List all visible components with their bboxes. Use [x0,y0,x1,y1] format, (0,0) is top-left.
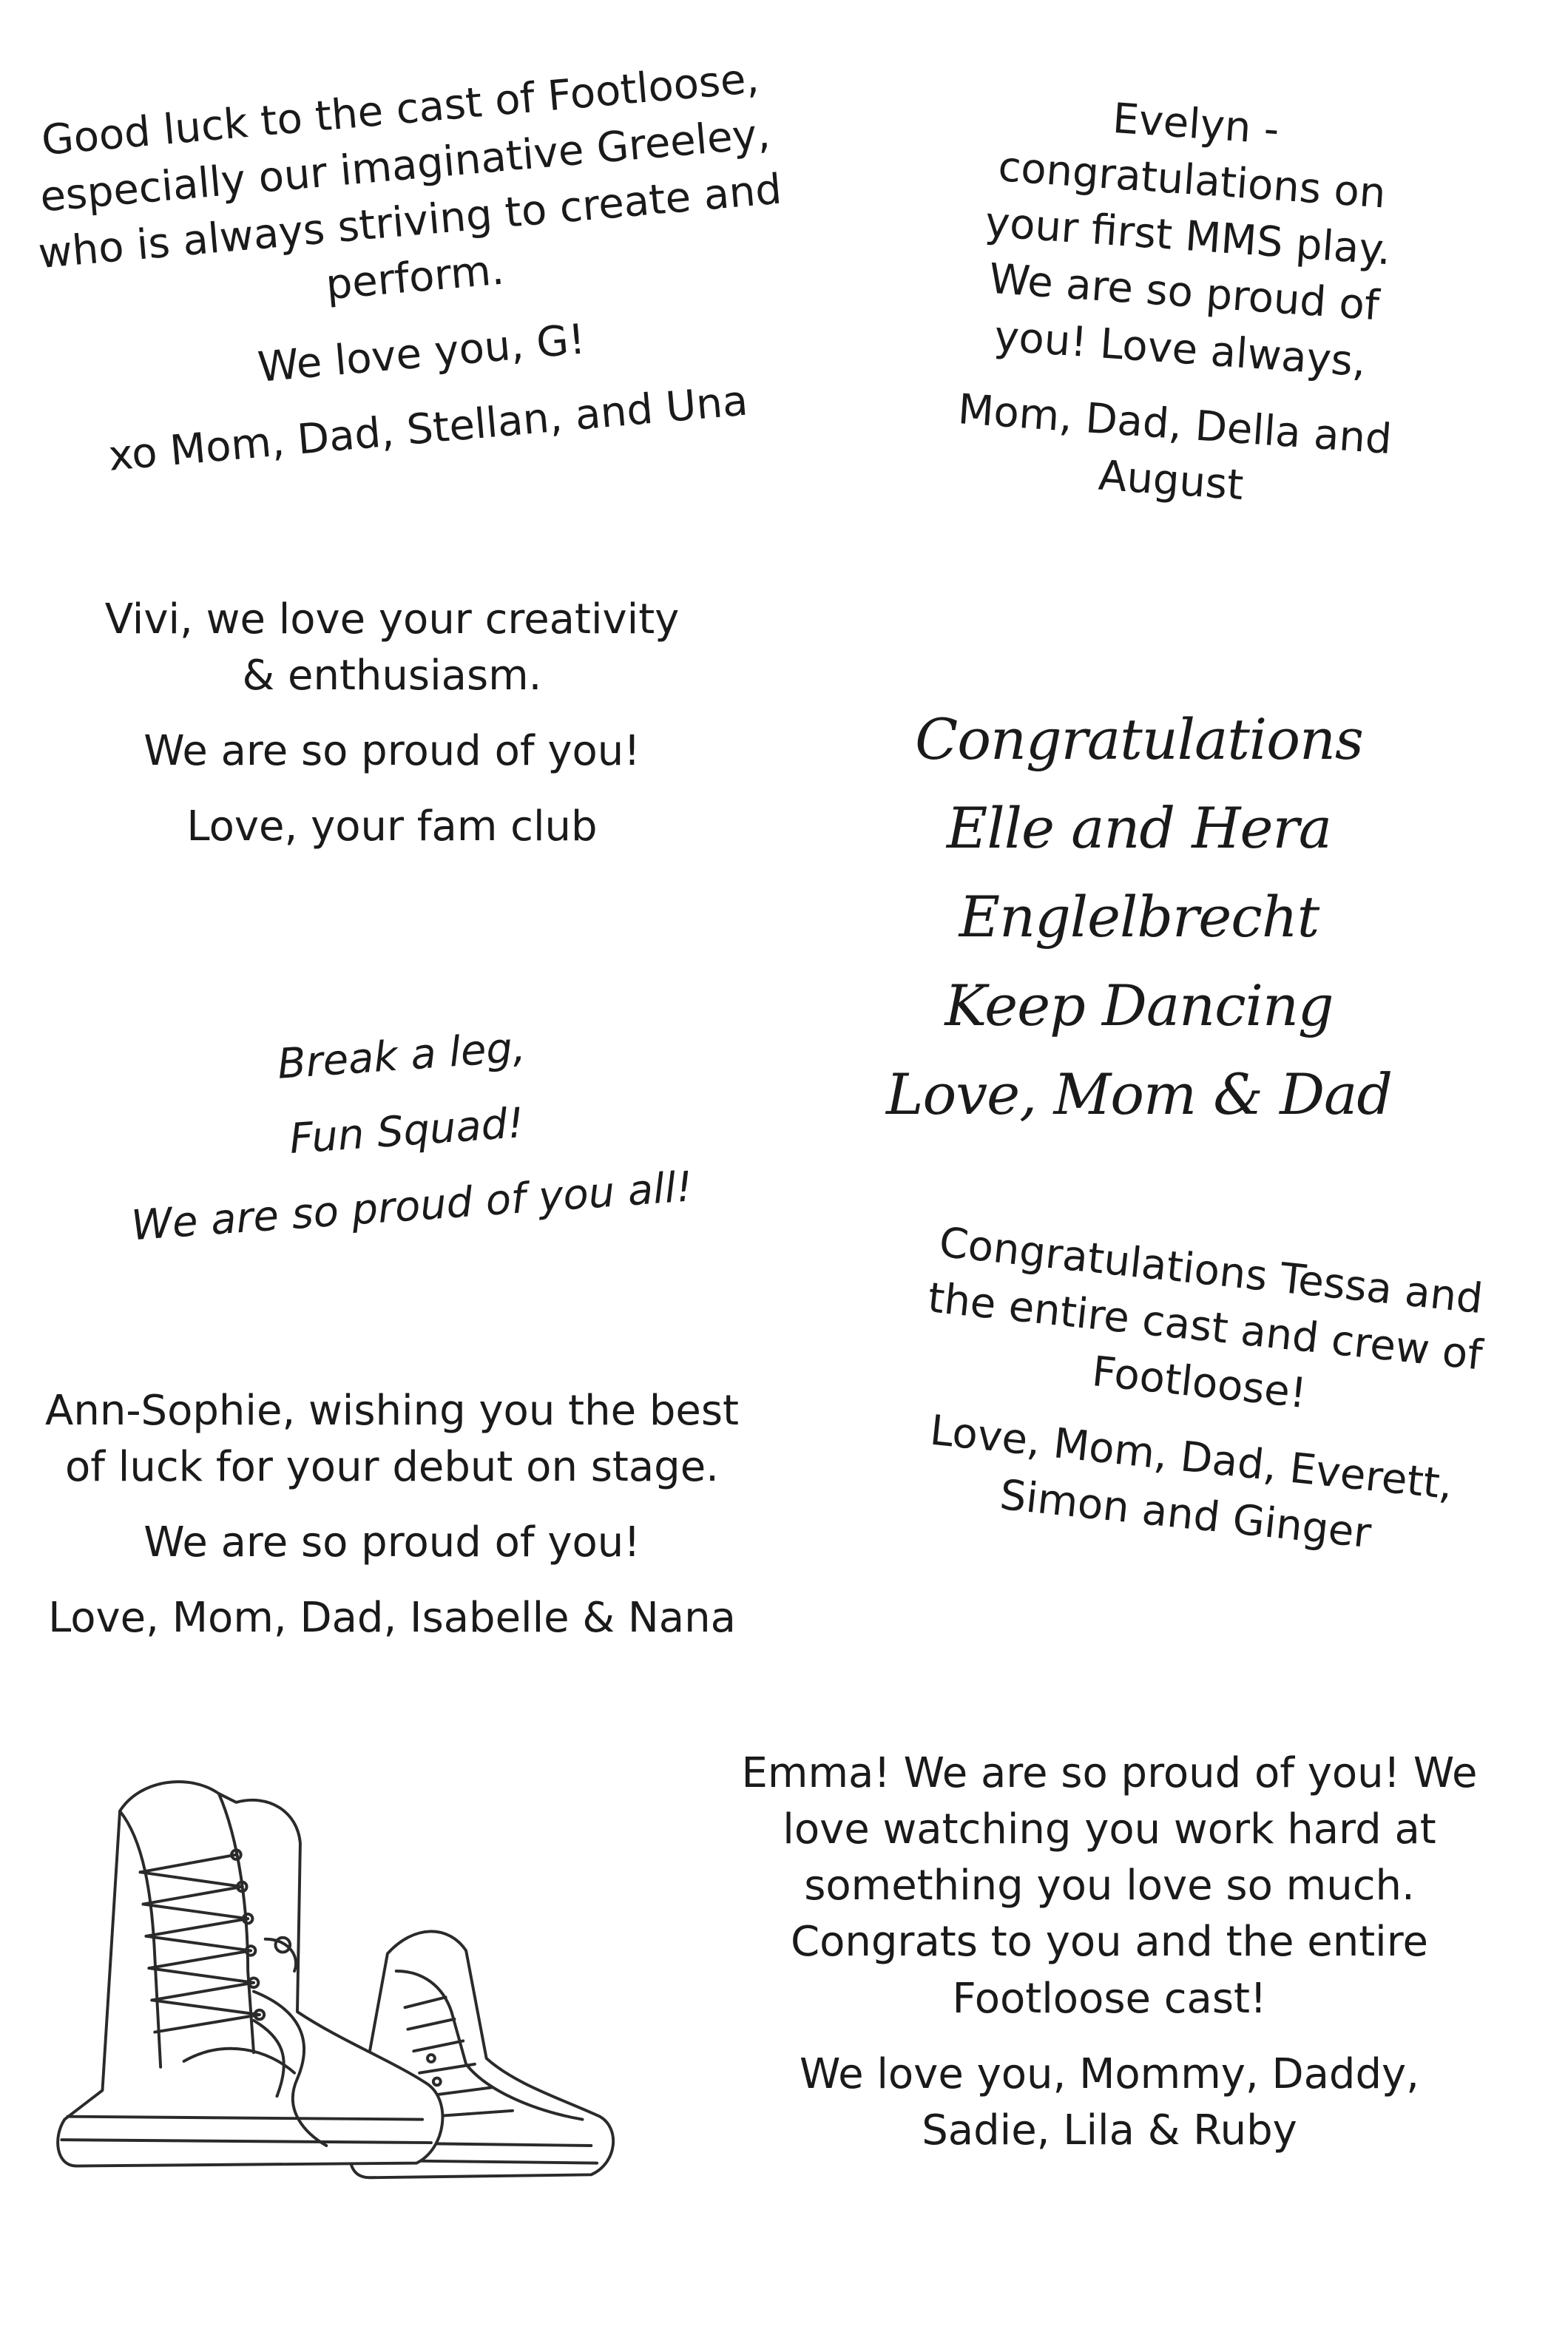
message-ann-sophie-proud: We are so proud of you! [143,1518,641,1567]
message-ann-sophie-dedication: Ann-Sophie, wishing you the best of luck for your debut on stage. [45,1387,739,1492]
message-fun-squad [89,1007,724,1257]
message-greeley-signature: xo Mom, Dad, Stellan, and Una [107,376,750,481]
message-tessa-dedication: Congratulations Tessa and the entire cast and crew of Footloose! [925,1218,1485,1419]
message-greeley-dedication: Good luck to the cast of Footloose, especially our imaginative Greeley, who is always striving to create and perform. [36,54,784,310]
message-emma-signature: We love you, Mommy, Daddy, Sadie, Lila & Ruby [800,2049,1419,2154]
message-vivi-signature: Love, your fam club [186,802,598,851]
message-tessa [881,1211,1515,1574]
message-emma-dedication: Emma! We are so proud of you! We love watching you work hard at something you love so much. Congrats to you and the entire Footloose cast! [741,1749,1478,2023]
message-englelbrecht-line1: Congratulations [915,706,1363,772]
message-evelyn-dedication: Evelyn - congratulations on your first MMS play. We are so proud of you! Love always, [984,94,1393,386]
message-fun-squad-line3: We are so proud of you all! [129,1163,695,1251]
message-ann-sophie [22,1383,762,1647]
message-vivi-proud: We are so proud of you! [143,727,641,776]
message-greeley [7,48,821,491]
message-vivi-dedication: Vivi, we love your creativity & enthusiasm. [104,595,680,700]
message-greeley-love: We love you, G! [255,314,587,392]
message-englelbrecht-line3: Keep Dancing [944,973,1334,1039]
message-englelbrecht-line4: Love, Mom & Dad [886,1061,1392,1128]
message-fun-squad-line2: Fun Squad! [288,1099,526,1164]
message-emma [732,1745,1487,2159]
sneakers-icon [41,1753,641,2189]
message-evelyn [940,81,1426,525]
message-vivi [96,592,688,856]
message-evelyn-signature: Mom, Dad, Della and August [956,385,1393,510]
message-englelbrecht-line2: Elle and Hera Englelbrecht [946,795,1332,950]
message-tessa-signature: Love, Mom, Dad, Everett, Simon and Ginger [927,1407,1456,1558]
message-englelbrecht [806,695,1472,1139]
message-ann-sophie-signature: Love, Mom, Dad, Isabelle & Nana [48,1594,736,1643]
message-fun-squad-line1: Break a leg, [276,1023,527,1089]
